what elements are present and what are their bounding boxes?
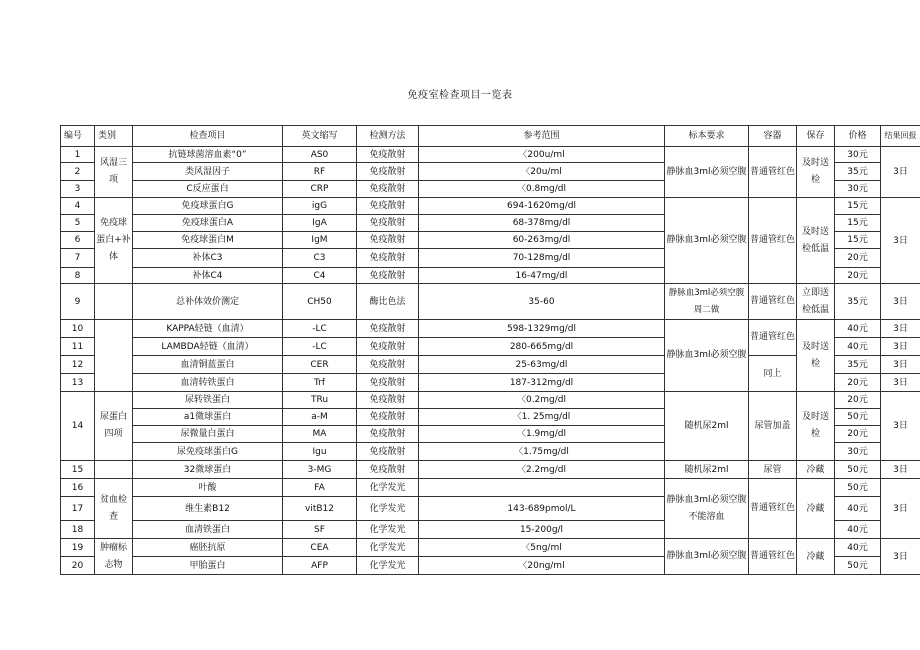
table-row <box>61 198 920 215</box>
exam-table <box>60 125 920 575</box>
container-cell: 尿管加盖 <box>749 392 797 461</box>
row-no: 11 <box>61 338 95 356</box>
item-range: 280-665mg/dl <box>419 338 665 356</box>
item-range: 〈20u/ml <box>419 163 665 181</box>
category-cell: 免疫球蛋白+补体 <box>95 198 133 284</box>
header-cell: 容器 <box>749 126 797 147</box>
item-abbr: 3-MG <box>283 461 357 479</box>
specimen-cell: 随机尿2ml <box>665 461 749 479</box>
storage-cell: 及时送检低温 <box>797 198 835 284</box>
item-price: 15元 <box>835 198 881 215</box>
category-cell: 贫血检查 <box>95 479 133 539</box>
item-abbr: IgA <box>283 215 357 232</box>
item-method: 化学发光 <box>357 539 419 557</box>
item-price: 30元 <box>835 181 881 198</box>
table-row <box>61 284 920 320</box>
item-name: 总补体效价测定 <box>133 284 283 320</box>
container-cell: 同上 <box>749 356 797 392</box>
item-method: 免疫散射 <box>357 147 419 163</box>
storage-cell: 立即送检低温 <box>797 284 835 320</box>
specimen-cell: 静脉血3ml必须空腹 <box>665 147 749 198</box>
item-abbr: -LC <box>283 320 357 338</box>
item-abbr: RF <box>283 163 357 181</box>
table-row <box>61 356 920 374</box>
item-price: 40元 <box>835 539 881 557</box>
item-name: 尿免疫球蛋白G <box>133 443 283 461</box>
item-abbr: AS0 <box>283 147 357 163</box>
result-cell: 3日 <box>881 374 920 392</box>
container-cell: 普通管红色 <box>749 479 797 539</box>
item-method: 免疫散射 <box>357 163 419 181</box>
storage-cell: 及时送检 <box>797 147 835 198</box>
container-cell: 普通管红色 <box>749 539 797 575</box>
item-method: 化学发光 <box>357 521 419 539</box>
item-method: 化学发光 <box>357 497 419 521</box>
item-range: 〈1.9mg/dl <box>419 426 665 443</box>
row-no: 9 <box>61 284 95 320</box>
item-abbr: Igu <box>283 443 357 461</box>
header-cell: 检测方法 <box>357 126 419 147</box>
specimen-cell: 静脉血3ml必须空腹 <box>665 539 749 575</box>
item-method: 免疫散射 <box>357 215 419 232</box>
item-price: 50元 <box>835 557 881 575</box>
item-price: 40元 <box>835 521 881 539</box>
storage-cell: 冷藏 <box>797 539 835 575</box>
item-abbr: Trf <box>283 374 357 392</box>
row-no: 17 <box>61 497 95 521</box>
header-cell: 参考范围 <box>419 126 665 147</box>
item-price: 50元 <box>835 479 881 497</box>
item-price: 30元 <box>835 147 881 163</box>
item-name: 免疫球蛋白G <box>133 198 283 215</box>
table-row <box>61 461 920 479</box>
result-cell: 3日 <box>881 147 920 198</box>
header-cell: 保存 <box>797 126 835 147</box>
item-range: 〈0.2mg/dl <box>419 392 665 409</box>
item-name: 尿转铁蛋白 <box>133 392 283 409</box>
item-range: 〈1. 25mg/dl <box>419 409 665 426</box>
row-no: 20 <box>61 557 95 575</box>
result-cell: 3日 <box>881 392 920 461</box>
item-method: 免疫散射 <box>357 268 419 284</box>
item-name: 叶酸 <box>133 479 283 497</box>
item-abbr: SF <box>283 521 357 539</box>
table-row <box>61 392 920 409</box>
row-no: 19 <box>61 539 95 557</box>
row-no: 3 <box>61 181 95 198</box>
item-abbr: MA <box>283 426 357 443</box>
table-row <box>61 147 920 163</box>
result-cell: 3日 <box>881 356 920 374</box>
result-cell: 3日 <box>881 320 920 338</box>
item-name: 尿微量白蛋白 <box>133 426 283 443</box>
table-row <box>61 539 920 557</box>
header-cell: 编号 <box>61 126 95 147</box>
item-method: 免疫散射 <box>357 374 419 392</box>
item-range: 〈20ng/ml <box>419 557 665 575</box>
item-name: 类风湿因子 <box>133 163 283 181</box>
item-name: 免疫球蛋白A <box>133 215 283 232</box>
item-range: 70-128mg/dl <box>419 249 665 268</box>
row-no: 18 <box>61 521 95 539</box>
specimen-cell: 静脉血3ml必须空腹周二做 <box>665 284 749 320</box>
item-range: 68-378mg/dl <box>419 215 665 232</box>
container-cell: 普通管红色 <box>749 198 797 284</box>
item-abbr: CEA <box>283 539 357 557</box>
item-range: 143-689pmol/L <box>419 497 665 521</box>
row-no: 16 <box>61 479 95 497</box>
item-name: C反应蛋白 <box>133 181 283 198</box>
row-no: 10 <box>61 320 95 338</box>
item-price: 20元 <box>835 392 881 409</box>
item-range: 598-1329mg/dl <box>419 320 665 338</box>
item-range: 35-60 <box>419 284 665 320</box>
item-range <box>419 479 665 497</box>
item-name: a1微球蛋白 <box>133 409 283 426</box>
storage-cell: 冷藏 <box>797 479 835 539</box>
item-method: 免疫散射 <box>357 198 419 215</box>
item-method: 免疫散射 <box>357 320 419 338</box>
item-price: 35元 <box>835 356 881 374</box>
item-name: 癌胚抗原 <box>133 539 283 557</box>
item-range: 〈0.8mg/dl <box>419 181 665 198</box>
header-cell: 类别 <box>95 126 133 147</box>
result-cell: 3日 <box>881 539 920 575</box>
item-price: 20元 <box>835 268 881 284</box>
container-cell: 普通管红色 <box>749 147 797 198</box>
item-abbr: -LC <box>283 338 357 356</box>
item-range: 60-263mg/dl <box>419 232 665 249</box>
page-title: 免疫室检查项目一览表 <box>407 90 513 101</box>
item-name: KAPPA轻链（血清） <box>133 320 283 338</box>
header-cell: 结果回报 <box>881 126 920 147</box>
header-row <box>61 126 920 147</box>
item-method: 化学发光 <box>357 479 419 497</box>
item-price: 20元 <box>835 374 881 392</box>
item-range: 187-312mg/dl <box>419 374 665 392</box>
item-price: 40元 <box>835 338 881 356</box>
header-cell: 英文缩写 <box>283 126 357 147</box>
header-cell: 价格 <box>835 126 881 147</box>
category-cell: 肿瘤标志物 <box>95 539 133 575</box>
item-abbr: CER <box>283 356 357 374</box>
item-name: 血清转铁蛋白 <box>133 374 283 392</box>
item-range: 25-63mg/dl <box>419 356 665 374</box>
result-cell: 3日 <box>881 284 920 320</box>
specimen-cell: 静脉血3ml必须空腹 <box>665 320 749 392</box>
item-price: 20元 <box>835 426 881 443</box>
row-no: 15 <box>61 461 95 479</box>
item-method: 免疫散射 <box>357 249 419 268</box>
item-name: LAMBDA轻链（血清） <box>133 338 283 356</box>
item-method: 免疫散射 <box>357 232 419 249</box>
item-price: 40元 <box>835 497 881 521</box>
item-price: 50元 <box>835 409 881 426</box>
item-method: 酶比色法 <box>357 284 419 320</box>
row-no: 12 <box>61 356 95 374</box>
item-abbr: CH50 <box>283 284 357 320</box>
item-method: 免疫散射 <box>357 443 419 461</box>
row-no: 14 <box>61 392 95 461</box>
item-range: 〈5ng/ml <box>419 539 665 557</box>
row-no: 1 <box>61 147 95 163</box>
item-price: 15元 <box>835 232 881 249</box>
item-method: 免疫散射 <box>357 426 419 443</box>
item-abbr: C3 <box>283 249 357 268</box>
item-price: 15元 <box>835 215 881 232</box>
item-abbr: vitB12 <box>283 497 357 521</box>
item-abbr: a-M <box>283 409 357 426</box>
item-method: 免疫散射 <box>357 392 419 409</box>
specimen-cell: 静脉血3ml必须空腹不能溶血 <box>665 479 749 539</box>
item-price: 20元 <box>835 249 881 268</box>
item-abbr: CRP <box>283 181 357 198</box>
item-range: 〈1.75mg/dl <box>419 443 665 461</box>
item-name: 血清铜蓝蛋白 <box>133 356 283 374</box>
result-cell: 3日 <box>881 338 920 356</box>
category-cell: 尿蛋白四项 <box>95 392 133 461</box>
row-no: 8 <box>61 268 95 284</box>
item-price: 35元 <box>835 284 881 320</box>
result-cell: 3日 <box>881 479 920 539</box>
row-no: 5 <box>61 215 95 232</box>
item-range: 〈2.2mg/dl <box>419 461 665 479</box>
row-no: 2 <box>61 163 95 181</box>
item-name: 血清铁蛋白 <box>133 521 283 539</box>
item-method: 免疫散射 <box>357 338 419 356</box>
table-row <box>61 320 920 338</box>
specimen-cell: 静脉血3ml必须空腹 <box>665 198 749 284</box>
row-no: 6 <box>61 232 95 249</box>
category-cell <box>95 461 133 479</box>
table-row <box>61 479 920 497</box>
item-method: 免疫散射 <box>357 461 419 479</box>
item-abbr: igG <box>283 198 357 215</box>
container-cell: 普通管红色 <box>749 320 797 356</box>
category-cell: 风湿三项 <box>95 147 133 198</box>
item-abbr: IgM <box>283 232 357 249</box>
item-name: 甲胎蛋白 <box>133 557 283 575</box>
item-abbr: AFP <box>283 557 357 575</box>
item-range: 16-47mg/dl <box>419 268 665 284</box>
row-no: 4 <box>61 198 95 215</box>
category-cell <box>95 320 133 392</box>
item-abbr: FA <box>283 479 357 497</box>
item-abbr: TRu <box>283 392 357 409</box>
result-cell: 3日 <box>881 198 920 284</box>
category-cell <box>95 284 133 320</box>
container-cell: 普通管红色 <box>749 284 797 320</box>
item-price: 40元 <box>835 320 881 338</box>
item-name: 免疫球蛋白M <box>133 232 283 249</box>
header-cell: 标本要求 <box>665 126 749 147</box>
item-method: 免疫散射 <box>357 356 419 374</box>
item-name: 抗链球菌溶血素“0” <box>133 147 283 163</box>
item-name: 维生素B12 <box>133 497 283 521</box>
item-price: 35元 <box>835 163 881 181</box>
item-method: 化学发光 <box>357 557 419 575</box>
item-range: 15-200g/l <box>419 521 665 539</box>
storage-cell: 及时送检 <box>797 320 835 392</box>
row-no: 7 <box>61 249 95 268</box>
row-no: 13 <box>61 374 95 392</box>
header-cell: 检查项目 <box>133 126 283 147</box>
item-price: 50元 <box>835 461 881 479</box>
item-abbr: C4 <box>283 268 357 284</box>
container-cell: 尿管 <box>749 461 797 479</box>
item-price: 30元 <box>835 443 881 461</box>
item-name: 补体C4 <box>133 268 283 284</box>
item-name: 32微球蛋白 <box>133 461 283 479</box>
storage-cell: 冷藏 <box>797 461 835 479</box>
specimen-cell: 随机尿2ml <box>665 392 749 461</box>
item-method: 免疫散射 <box>357 409 419 426</box>
item-name: 补体C3 <box>133 249 283 268</box>
item-method: 免疫散射 <box>357 181 419 198</box>
storage-cell: 及时送检 <box>797 392 835 461</box>
result-cell: 3日 <box>881 461 920 479</box>
item-range: 〈200u/ml <box>419 147 665 163</box>
item-range: 694-1620mg/dl <box>419 198 665 215</box>
